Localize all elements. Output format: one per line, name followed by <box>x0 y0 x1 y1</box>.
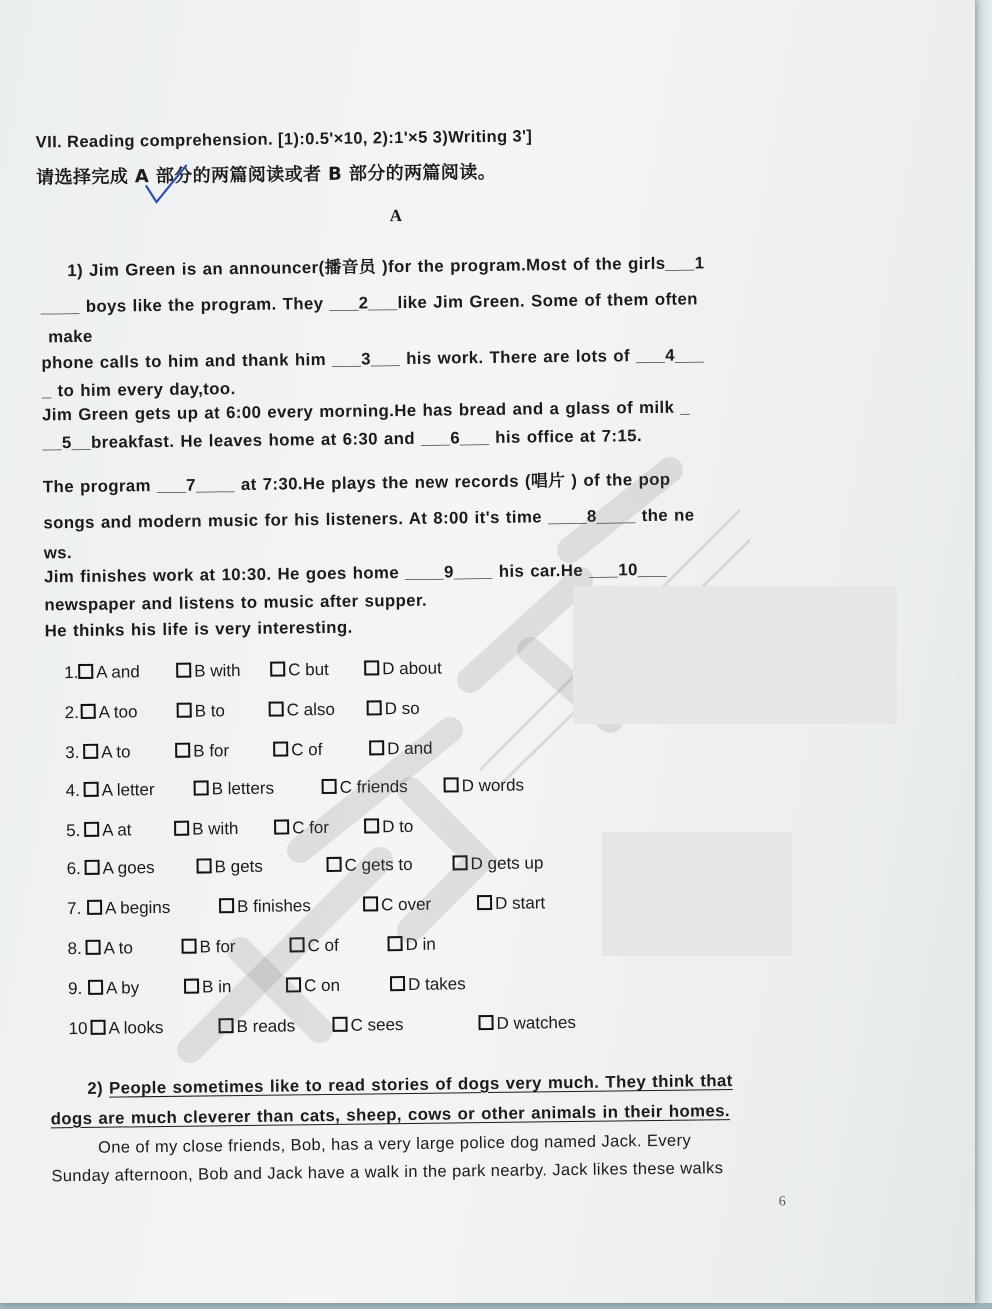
option-c[interactable]: C sees <box>332 1015 403 1036</box>
passage-2-intro-line: dogs are much cleverer than cats, sheep, cows or other animals in their homes. <box>50 1101 731 1129</box>
checkbox-icon[interactable] <box>194 780 209 795</box>
passage-line: Jim Green gets up at 6:00 every morning.He has bread and a glass of milk _ <box>41 397 691 425</box>
checkbox-icon[interactable] <box>197 858 212 873</box>
question-number: 10 <box>68 1018 88 1039</box>
passage-2-body-line: Sunday afternoon, Bob and Jack have a walk in the park nearby. Jack likes these walks <box>51 1159 724 1186</box>
page-number: 6 <box>778 1194 786 1210</box>
checkbox-icon[interactable] <box>181 939 196 954</box>
passage-line: The program ___7____ at 7:30.He plays the new records (唱片 ) of the pop <box>42 469 671 497</box>
option-c[interactable]: C on <box>286 976 340 997</box>
checkbox-icon[interactable] <box>90 1020 105 1035</box>
option-c[interactable]: C for <box>274 818 329 839</box>
checkbox-icon[interactable] <box>78 664 93 679</box>
question-number: 8. <box>67 938 82 959</box>
question-row <box>66 816 414 841</box>
option-d[interactable]: D so <box>367 699 420 720</box>
checkbox-icon[interactable] <box>85 860 100 875</box>
checkbox-icon[interactable] <box>85 940 100 955</box>
checkbox-icon[interactable] <box>87 900 102 915</box>
checkbox-icon[interactable] <box>364 818 379 833</box>
question-row <box>65 775 525 801</box>
passage-line: make <box>48 326 93 347</box>
checkbox-icon[interactable] <box>477 895 492 910</box>
option-d[interactable]: D to <box>364 817 413 838</box>
checkbox-icon[interactable] <box>218 1018 233 1033</box>
option-a[interactable]: A to <box>85 938 133 959</box>
checkbox-icon[interactable] <box>88 980 103 995</box>
question-row <box>67 974 466 999</box>
option-c[interactable]: C of <box>273 740 322 761</box>
question-row <box>66 853 544 879</box>
checkbox-icon[interactable] <box>369 740 384 755</box>
option-d[interactable]: D gets up <box>452 853 543 874</box>
option-a[interactable]: A goes <box>85 858 155 879</box>
question-row <box>66 893 546 919</box>
checkbox-icon[interactable] <box>184 979 199 994</box>
checkbox-icon[interactable] <box>175 743 190 758</box>
checkbox-icon[interactable] <box>390 976 405 991</box>
option-a[interactable]: A at <box>84 820 132 841</box>
option-a[interactable]: A too <box>81 702 138 723</box>
question-number: 5. <box>66 820 81 841</box>
question-number: 1. <box>64 663 79 683</box>
option-b[interactable]: B reads <box>218 1016 295 1037</box>
option-c[interactable]: C but <box>270 660 329 681</box>
option-b[interactable]: B in <box>184 977 232 998</box>
checkbox-icon[interactable] <box>444 777 459 792</box>
option-d[interactable]: D about <box>364 659 442 680</box>
passage-line: _ to him every day,too. <box>41 379 236 401</box>
checkbox-icon[interactable] <box>452 855 467 870</box>
section-label: A <box>389 206 403 226</box>
checkbox-icon[interactable] <box>289 937 304 952</box>
passage-line: phone calls to him and thank him ___3___ his work. There are lots of ___4___ <box>41 345 705 373</box>
passage-2-intro-line: People sometimes like to read stories of dogs very much. They think that <box>108 1071 733 1098</box>
checkbox-icon[interactable] <box>273 741 288 756</box>
checkbox-icon[interactable] <box>174 821 189 836</box>
option-a[interactable]: A and <box>78 662 140 683</box>
checkbox-icon[interactable] <box>363 896 378 911</box>
option-d[interactable]: D in <box>387 935 435 956</box>
option-c[interactable]: C over <box>363 895 431 916</box>
option-b[interactable]: B to <box>177 701 225 722</box>
question-number: 7. <box>66 898 82 919</box>
checkbox-icon[interactable] <box>219 898 234 913</box>
passage-line: Jim finishes work at 10:30. He goes home ____9____ his car.He ___10___ <box>43 559 668 587</box>
question-row <box>64 658 442 683</box>
option-a[interactable]: A by <box>88 978 139 999</box>
option-b[interactable]: B for <box>181 937 235 958</box>
option-c[interactable]: C of <box>289 936 338 957</box>
checkbox-icon[interactable] <box>387 936 402 951</box>
checkbox-icon[interactable] <box>326 857 341 872</box>
option-c[interactable]: C friends <box>322 777 408 798</box>
option-b[interactable]: B finishes <box>219 896 311 917</box>
passage-line: He thinks his life is very interesting. <box>44 617 353 641</box>
question-number: 9. <box>67 978 83 999</box>
redacted-area <box>573 586 897 724</box>
option-b[interactable]: B with <box>176 661 241 682</box>
checkbox-icon[interactable] <box>84 782 99 797</box>
checkbox-icon[interactable] <box>286 977 301 992</box>
passage-line: newspaper and listens to music after supper. <box>44 590 428 615</box>
question-number: 2. <box>64 702 80 723</box>
redacted-area <box>602 832 792 956</box>
checkbox-icon[interactable] <box>478 1015 493 1030</box>
option-d[interactable]: D watches <box>478 1013 576 1034</box>
checkbox-icon[interactable] <box>176 663 191 678</box>
checkbox-icon[interactable] <box>332 1017 347 1032</box>
question-row <box>65 738 433 763</box>
option-d[interactable]: D and <box>369 739 433 760</box>
check-mark-icon <box>142 164 193 210</box>
question-number: 3. <box>65 742 80 763</box>
passage-line: ws. <box>43 543 73 563</box>
passage-2-intro <box>87 1071 733 1099</box>
question-number: 6. <box>66 858 81 879</box>
passage-2-number: 2) <box>87 1078 104 1098</box>
question-number: 4. <box>65 780 80 801</box>
option-b[interactable]: B letters <box>194 779 275 800</box>
checkbox-icon[interactable] <box>269 701 284 716</box>
checkbox-icon[interactable] <box>81 704 96 719</box>
passage-2-body-line: One of my close friends, Bob, has a very large police dog named Jack. Every <box>97 1131 692 1157</box>
option-d[interactable]: D start <box>477 893 545 914</box>
passage-line: __5__breakfast. He leaves home at 6:30 and ___6___ his office at 7:15. <box>42 426 643 453</box>
checkbox-icon[interactable] <box>84 822 99 837</box>
option-b[interactable]: B gets <box>196 857 262 878</box>
section-title: VII. Reading comprehension. [1):0.5'×10, 2):1'×5 3)Writing 3'] <box>35 127 533 152</box>
passage-line: 1) Jim Green is an announcer(播音员 )for the program.Most of the girls___1 <box>67 253 705 281</box>
checkbox-icon[interactable] <box>83 744 98 759</box>
checkbox-icon[interactable] <box>322 779 337 794</box>
question-row <box>67 934 436 959</box>
option-a[interactable]: A begins <box>87 898 170 919</box>
checkbox-icon[interactable] <box>367 700 382 715</box>
option-d[interactable]: D words <box>444 776 525 797</box>
passage-line: songs and modern music for his listeners. At 8:00 it's time ____8____ the ne <box>43 505 695 533</box>
checkbox-icon[interactable] <box>274 819 289 834</box>
option-b[interactable]: B with <box>174 819 239 840</box>
option-a[interactable]: A letter <box>84 780 155 801</box>
checkbox-icon[interactable] <box>270 661 285 676</box>
option-d[interactable]: D takes <box>390 974 466 995</box>
option-c[interactable]: C gets to <box>326 855 412 876</box>
checkbox-icon[interactable] <box>177 703 192 718</box>
passage-line: ____ boys like the program. They ___2___like Jim Green. Some of them often <box>40 289 698 317</box>
option-a[interactable]: A to <box>83 742 131 763</box>
instruction-text: 请选择完成 A 部分的两篇阅读或者 B 部分的两篇阅读。 <box>36 161 497 189</box>
checkbox-icon[interactable] <box>364 660 379 675</box>
option-a[interactable]: A looks <box>90 1018 163 1039</box>
option-c[interactable]: C also <box>269 700 335 721</box>
option-b[interactable]: B for <box>175 741 229 762</box>
question-row <box>68 1012 577 1039</box>
question-row <box>64 698 420 723</box>
